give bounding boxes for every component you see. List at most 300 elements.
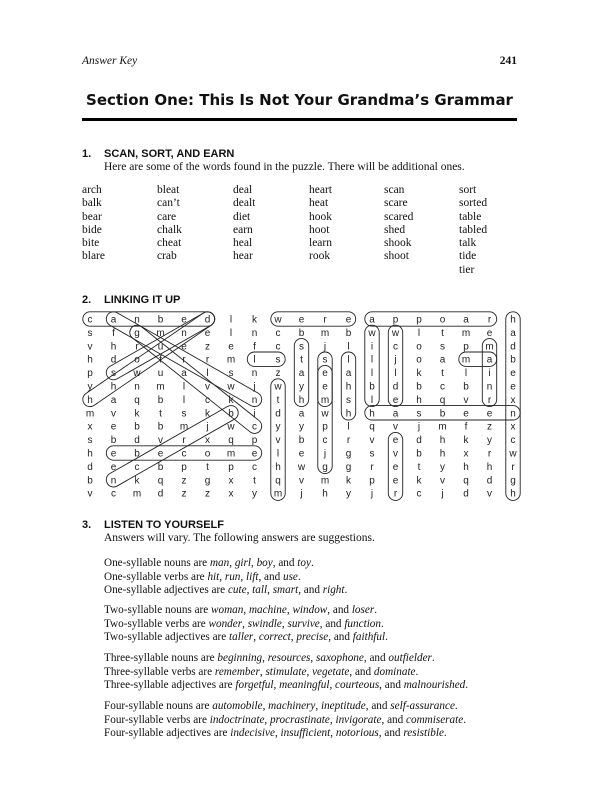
grid-letter: h xyxy=(87,448,93,460)
grid-letter: e xyxy=(322,368,328,380)
grid-letter: l xyxy=(417,327,421,339)
example-word: correct xyxy=(258,631,291,644)
grid-letter: g xyxy=(322,461,328,473)
grid-letter: n xyxy=(134,314,140,326)
grid-letter: u xyxy=(157,368,164,380)
syllable-line: Three-syllable verbs are remember, stimulate, vegetate, and dominate. xyxy=(104,665,419,678)
example-word: machinery xyxy=(268,700,316,712)
grid-letter: a xyxy=(110,314,117,326)
grid-letter: q xyxy=(228,435,234,447)
word-list-item: scare xyxy=(384,197,408,210)
grid-letter: e xyxy=(110,448,117,460)
grid-letter: n xyxy=(251,327,258,339)
grid-letter: t xyxy=(300,354,303,366)
grid-letter: l xyxy=(370,394,374,406)
grid-letter: m xyxy=(179,421,189,433)
grid-letter: h xyxy=(486,461,493,473)
syllable-line: One-syllable verbs are hit, run, lift, and use. xyxy=(104,570,301,583)
grid-letter: z xyxy=(205,341,210,353)
grid-letter: l xyxy=(464,368,468,380)
grid-letter: c xyxy=(275,341,281,353)
word-search-grid xyxy=(78,309,528,506)
grid-letter: n xyxy=(510,408,516,420)
grid-letter: j xyxy=(323,448,327,460)
grid-letter: n xyxy=(486,381,493,393)
grid-letter: d xyxy=(392,381,399,393)
grid-letter: c xyxy=(181,448,187,460)
grid-letter: a xyxy=(463,314,469,326)
grid-letter: v xyxy=(369,435,375,447)
grid-letter: y xyxy=(299,421,304,433)
word-list-item: shook xyxy=(384,237,412,250)
grid-letter: c xyxy=(275,327,281,339)
grid-letter: v xyxy=(440,475,445,487)
grid-letter: e xyxy=(463,408,469,420)
syllable-line: One-syllable nouns are man, girl, boy, and toy. xyxy=(104,557,314,569)
grid-letter: v xyxy=(111,408,116,420)
page-number: 241 xyxy=(499,55,517,67)
grid-letter: s xyxy=(181,408,187,420)
grid-letter: j xyxy=(417,421,421,433)
grid-letter: d xyxy=(134,435,140,447)
example-word: lift xyxy=(246,570,259,583)
grid-letter: v xyxy=(393,421,398,433)
grid-letter: t xyxy=(159,408,162,420)
grid-letter: f xyxy=(464,421,468,433)
example-word: malnourished xyxy=(403,679,466,692)
grid-letter: m xyxy=(320,394,330,406)
grid-letter: k xyxy=(134,475,140,487)
grid-letter: e xyxy=(392,461,399,473)
grid-letter: d xyxy=(87,461,93,473)
grid-letter: k xyxy=(134,408,140,420)
grid-letter: e xyxy=(110,421,117,433)
answer-loop xyxy=(127,322,265,436)
grid-letter: w xyxy=(297,461,306,473)
example-word: woman xyxy=(211,604,244,616)
grid-letter: t xyxy=(417,461,421,473)
syllable-line-prefix: Four-syllable adjectives are xyxy=(104,727,231,740)
grid-letter: e xyxy=(157,448,164,460)
grid-letter: b xyxy=(134,448,140,460)
grid-letter: l xyxy=(229,327,233,339)
grid-letter: z xyxy=(205,488,210,500)
grid-letter: r xyxy=(370,461,374,473)
grid-letter: f xyxy=(112,327,115,339)
grid-letter: b xyxy=(439,408,446,420)
grid-letter: c xyxy=(510,435,516,447)
grid-letter: y xyxy=(487,435,492,447)
grid-letter: f xyxy=(253,341,256,353)
grid-letter: a xyxy=(345,368,352,380)
grid-letter: m xyxy=(438,421,447,433)
grid-letter: b xyxy=(157,394,164,406)
grid-letter: q xyxy=(275,475,281,487)
grid-letter: r xyxy=(393,488,398,500)
grid-letter: q xyxy=(134,394,140,406)
example-word: machine xyxy=(248,604,287,616)
grid-letter: t xyxy=(441,327,444,339)
grid-letter: c xyxy=(134,461,140,473)
grid-letter: p xyxy=(228,461,234,473)
answer-loop xyxy=(80,309,218,409)
grid-letter: v xyxy=(275,435,281,447)
grid-letter: o xyxy=(416,341,422,353)
word-search-svg xyxy=(78,309,528,501)
syllable-line-prefix: Two-syllable verbs are xyxy=(104,617,209,630)
section1-intro: Here are some of the words found in the puzzle. There will be additional ones. xyxy=(104,161,465,173)
example-word: notorious xyxy=(335,727,379,740)
grid-letter: c xyxy=(252,421,257,433)
grid-letter: h xyxy=(369,408,375,420)
grid-letter: j xyxy=(323,341,327,353)
grid-letter: x xyxy=(228,475,234,487)
grid-letter: l xyxy=(394,368,397,380)
grid-letter: b xyxy=(157,314,164,326)
grid-letter: r xyxy=(346,435,351,447)
grid-letter: g xyxy=(510,475,516,487)
example-word: taller xyxy=(229,631,254,644)
grid-letter: k xyxy=(416,475,422,487)
grid-letter: e xyxy=(181,314,187,326)
grid-letter: p xyxy=(392,314,399,326)
grid-letter: s xyxy=(275,354,281,366)
grid-letter: y xyxy=(275,421,281,433)
example-word: resistible xyxy=(403,727,444,740)
grid-letter: x xyxy=(205,435,210,447)
syllable-group-one xyxy=(104,557,347,598)
grid-letter: d xyxy=(110,354,117,366)
word-list-item: deal xyxy=(233,184,253,196)
example-word: precise xyxy=(296,631,329,644)
grid-letter: e xyxy=(228,341,234,353)
syllable-line: Four-syllable adjectives are indecisive, insufficient, notorious, and resistible. xyxy=(104,727,447,740)
example-word: remember xyxy=(214,665,260,678)
grid-letter: x xyxy=(510,394,516,406)
grid-letter: d xyxy=(510,341,516,353)
grid-letter: n xyxy=(251,368,258,380)
grid-letter: s xyxy=(440,341,445,353)
section1-heading xyxy=(82,148,234,160)
grid-letter: g xyxy=(345,448,352,460)
grid-letter: w xyxy=(274,381,282,393)
grid-letter: a xyxy=(439,354,446,366)
grid-letter: t xyxy=(276,394,280,406)
example-word: cute xyxy=(227,584,247,597)
grid-letter: w xyxy=(368,327,376,339)
grid-letter: i xyxy=(253,408,256,420)
example-word: indecisive xyxy=(230,727,275,740)
grid-letter: w xyxy=(227,381,235,393)
grid-letter: p xyxy=(463,341,469,353)
syllable-line-prefix: Three-syllable adjectives are xyxy=(104,679,236,692)
grid-letter: w xyxy=(133,368,141,380)
example-word: vegetate xyxy=(312,665,350,678)
word-list-item: learn xyxy=(309,237,332,250)
grid-letter: e xyxy=(322,381,328,393)
word-column xyxy=(459,184,529,277)
syllable-line: Four-syllable verbs are indoctrinate, procrastinate, invigorate, and commiserate. xyxy=(104,713,466,726)
grid-letter: e xyxy=(298,314,305,326)
section1-title: SCAN, SORT, AND EARN xyxy=(104,148,235,160)
example-word: swindle xyxy=(247,617,282,630)
grid-letter: x xyxy=(87,421,93,433)
grid-letter: a xyxy=(369,314,375,326)
grid-letter: w xyxy=(391,327,400,339)
grid-letter: c xyxy=(205,394,210,406)
grid-letter: y xyxy=(252,488,257,500)
grid-letter: e xyxy=(392,394,399,406)
grid-letter: j xyxy=(253,381,256,393)
grid-letter: m xyxy=(226,448,236,460)
word-list-item: hear xyxy=(233,250,253,263)
grid-letter: h xyxy=(463,461,469,473)
section2-heading xyxy=(82,294,180,306)
example-word: automobile xyxy=(212,700,263,712)
grid-letter: a xyxy=(510,327,516,339)
grid-letter: n xyxy=(181,327,187,339)
example-word: meaningful xyxy=(279,679,330,692)
syllable-line: Three-syllable nouns are beginning, resources, saxophone, and outfielder. xyxy=(104,652,435,664)
grid-letter: z xyxy=(275,368,281,380)
grid-letter: t xyxy=(441,368,444,380)
grid-letter: h xyxy=(510,314,516,326)
example-word: invigorate xyxy=(335,713,382,726)
word-list-item: balk xyxy=(82,197,102,210)
word-list-item: blare xyxy=(82,250,105,263)
grid-letter: e xyxy=(392,435,399,447)
example-word: faithful xyxy=(352,631,386,644)
grid-letter: s xyxy=(369,448,375,460)
word-list-item: arch xyxy=(82,184,102,196)
grid-letter: m xyxy=(461,327,471,339)
syllable-line: Four-syllable nouns are automobile, machinery, ineptitude, and self-assurance. xyxy=(104,700,458,712)
grid-letter: b xyxy=(134,421,140,433)
grid-letter: c xyxy=(322,435,328,447)
grid-letter: b xyxy=(463,381,469,393)
grid-letter: m xyxy=(85,408,95,420)
grid-letter: s xyxy=(346,394,351,406)
grid-letter: b xyxy=(298,327,305,339)
syllable-line-prefix: One-syllable adjectives are xyxy=(104,584,228,597)
grid-letter: a xyxy=(181,368,187,380)
word-list-item: cheat xyxy=(157,237,182,250)
answer-loop xyxy=(271,312,356,326)
grid-letter: b xyxy=(345,327,352,339)
grid-letter: z xyxy=(487,421,492,433)
grid-letter: e xyxy=(510,381,516,393)
grid-letter: h xyxy=(87,354,93,366)
grid-letter: h xyxy=(345,381,352,393)
grid-letter: t xyxy=(206,461,209,473)
example-word: forgetful xyxy=(235,679,274,692)
example-word: saxophone xyxy=(316,652,364,664)
grid-letter: w xyxy=(509,448,517,460)
grid-letter: l xyxy=(347,341,350,353)
example-word: wonder xyxy=(208,617,243,630)
syllable-line: Two-syllable nouns are woman, machine, window, and loser. xyxy=(104,604,377,616)
grid-letter: s xyxy=(322,354,328,366)
grid-letter: i xyxy=(488,368,491,380)
grid-letter: m xyxy=(461,354,471,366)
grid-letter: s xyxy=(87,435,93,447)
grid-letter: l xyxy=(370,354,374,366)
example-word: right xyxy=(322,584,345,597)
grid-letter: r xyxy=(135,341,139,353)
example-word: ineptitude xyxy=(320,700,366,712)
example-word: man xyxy=(209,557,230,569)
grid-letter: l xyxy=(347,354,350,366)
grid-letter: j xyxy=(206,421,209,433)
grid-letter: e xyxy=(251,448,258,460)
grid-letter: d xyxy=(204,314,211,326)
grid-letter: c xyxy=(416,488,422,500)
syllable-line: Two-syllable verbs are wonder, swindle, survive, and function. xyxy=(104,617,384,630)
grid-letter: p xyxy=(416,314,422,326)
example-word: stimulate xyxy=(265,665,307,678)
grid-letter: b xyxy=(369,381,375,393)
grid-letter: h xyxy=(322,488,328,500)
example-word: outfielder xyxy=(388,652,432,664)
grid-letter: r xyxy=(487,314,492,326)
example-word: survive xyxy=(287,617,320,630)
grid-letter: a xyxy=(110,394,117,406)
grid-letter: k xyxy=(252,314,257,326)
grid-letter: d xyxy=(275,408,281,420)
section3-heading xyxy=(82,519,224,531)
grid-letter: l xyxy=(206,368,209,380)
grid-letter: y xyxy=(440,461,445,473)
example-word: dominate xyxy=(373,665,416,678)
word-list-item: table xyxy=(459,210,482,223)
word-list-item: sort xyxy=(459,184,477,196)
grid-letter: c xyxy=(252,461,257,473)
grid-letter: k xyxy=(228,394,234,406)
grid-letter: c xyxy=(87,314,93,326)
grid-letter: e xyxy=(392,475,399,487)
grid-letter: r xyxy=(323,314,327,326)
grid-letter: l xyxy=(229,314,233,326)
grid-letter: e xyxy=(110,461,117,473)
example-word: loser xyxy=(351,604,375,616)
grid-letter: v xyxy=(87,341,93,353)
page-title: Section One: This Is Not Your Grandma’s Grammar xyxy=(86,91,513,109)
title-rule xyxy=(82,118,517,121)
grid-letter: x xyxy=(228,488,234,500)
grid-letter: u xyxy=(157,341,164,353)
example-word: use xyxy=(282,570,298,583)
example-word: tall xyxy=(252,584,268,597)
grid-letter: h xyxy=(110,341,117,353)
grid-letter: w xyxy=(227,421,235,433)
grid-letter: w xyxy=(321,408,329,420)
word-column xyxy=(309,184,379,264)
grid-letter: h xyxy=(298,394,305,406)
example-word: indoctrinate xyxy=(209,713,265,726)
grid-letter: b xyxy=(510,354,516,366)
word-column xyxy=(233,184,303,264)
grid-letter: h xyxy=(439,435,446,447)
grid-letter: b xyxy=(228,408,234,420)
grid-letter: h xyxy=(416,394,422,406)
grid-letter: n xyxy=(134,381,140,393)
syllable-line: Two-syllable adjectives are taller, correct, precise, and faithful. xyxy=(104,631,388,644)
grid-letter: y xyxy=(299,381,304,393)
word-list-item: heat xyxy=(309,197,329,210)
word-list-item: hoot xyxy=(309,223,330,236)
grid-letter: m xyxy=(320,327,330,339)
grid-letter: h xyxy=(510,488,516,500)
word-list-item: tide xyxy=(459,250,477,263)
grid-letter: k xyxy=(205,408,210,420)
grid-letter: c xyxy=(111,488,116,500)
syllable-group-four xyxy=(104,700,466,741)
word-list-item: shed xyxy=(384,223,406,236)
grid-letter: j xyxy=(441,488,444,500)
example-word: resources xyxy=(267,652,311,664)
grid-letter: b xyxy=(110,435,117,447)
syllable-line-prefix: Three-syllable verbs are xyxy=(104,665,215,678)
grid-letter: r xyxy=(182,354,186,366)
grid-letter: o xyxy=(134,354,140,366)
word-list-item: crab xyxy=(157,250,177,263)
grid-letter: v xyxy=(205,381,210,393)
word-column xyxy=(82,184,152,264)
grid-letter: g xyxy=(134,327,140,339)
word-list-item: shoot xyxy=(384,250,409,263)
grid-letter: m xyxy=(273,488,283,500)
word-list-item: scan xyxy=(384,184,405,196)
grid-letter: v xyxy=(487,488,492,500)
example-word: beginning xyxy=(217,652,263,664)
grid-letter: q xyxy=(439,394,446,406)
section1-number: 1. xyxy=(82,148,92,160)
grid-letter: q xyxy=(157,475,164,487)
grid-letter: p xyxy=(87,368,93,380)
grid-letter: p xyxy=(251,435,258,447)
word-list-item: heal xyxy=(233,237,253,250)
grid-letter: y xyxy=(87,381,93,393)
grid-letter: k xyxy=(416,368,422,380)
grid-letter: r xyxy=(487,394,492,406)
word-list-item: talk xyxy=(459,237,477,250)
header-label: Answer Key xyxy=(82,55,138,67)
example-word: courteous xyxy=(335,679,380,692)
grid-letter: b xyxy=(298,435,305,447)
example-word: run xyxy=(224,570,241,583)
grid-letter: m xyxy=(132,488,142,500)
grid-letter: e xyxy=(298,448,305,460)
grid-letter: y xyxy=(346,488,351,500)
word-list-item: bleat xyxy=(157,184,180,196)
grid-letter: k xyxy=(346,475,351,487)
example-word: self-assurance xyxy=(390,700,455,712)
section3-intro: Answers will vary. The following answers are suggestions. xyxy=(104,532,375,544)
grid-letter: e xyxy=(204,327,211,339)
section3-number: 3. xyxy=(82,519,92,531)
grid-letter: r xyxy=(182,435,186,447)
grid-letter: b xyxy=(157,421,164,433)
grid-letter: s xyxy=(228,368,234,380)
grid-letter: p xyxy=(369,475,375,487)
grid-letter: m xyxy=(320,475,330,487)
grid-letter: e xyxy=(345,314,352,326)
syllable-group-two xyxy=(104,604,388,645)
answer-loop xyxy=(104,403,241,490)
grid-letter: p xyxy=(322,421,328,433)
grid-letter: v xyxy=(463,394,469,406)
grid-letter: e xyxy=(486,327,493,339)
